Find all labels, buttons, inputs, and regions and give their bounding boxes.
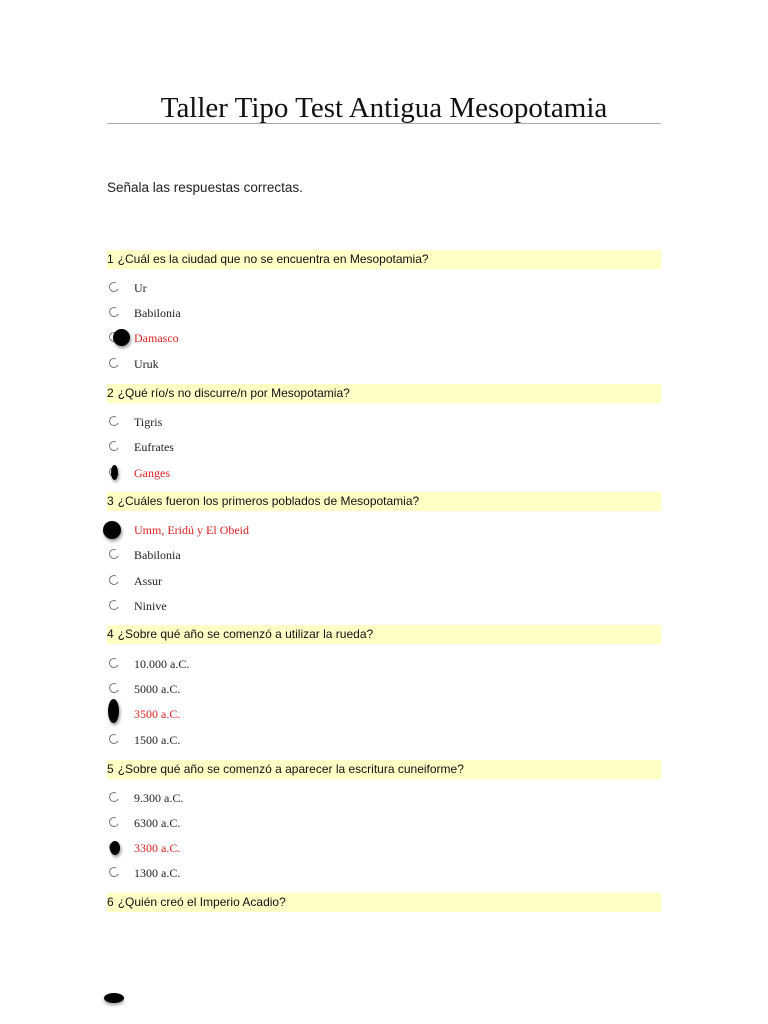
option-q1-damasco[interactable] bbox=[107, 328, 661, 348]
option-label: Tigris bbox=[134, 415, 163, 429]
question-4 bbox=[107, 625, 661, 644]
option-label: Ninive bbox=[134, 599, 167, 613]
radio-button-icon[interactable] bbox=[108, 866, 121, 879]
question-text: ¿Cuál es la ciudad que no se encuentra en Mesopotamia? bbox=[117, 252, 429, 266]
question-number: 3 bbox=[107, 494, 114, 508]
radio-button-icon[interactable] bbox=[108, 415, 121, 428]
option-label: Ur bbox=[134, 281, 147, 295]
radio-button-icon[interactable] bbox=[108, 574, 121, 587]
option-q1-ur[interactable] bbox=[107, 278, 661, 298]
question-5 bbox=[107, 760, 661, 779]
radio-button-icon[interactable] bbox=[108, 682, 121, 695]
radio-button-icon[interactable] bbox=[108, 791, 121, 804]
option-label: Babilonia bbox=[134, 306, 181, 320]
option-q4-5000[interactable] bbox=[107, 679, 661, 699]
option-label: Umm, Eridú y El Obeid bbox=[134, 523, 249, 537]
option-label: 1300 a.C. bbox=[134, 866, 181, 880]
option-label: Ganges bbox=[134, 466, 170, 480]
option-q3-umm-eridu-el-obeid[interactable] bbox=[107, 520, 661, 540]
radio-button-icon[interactable] bbox=[108, 657, 121, 670]
page-title: Taller Tipo Test Antigua Mesopotamia bbox=[160, 92, 608, 124]
radio-button-icon[interactable] bbox=[108, 357, 121, 370]
question-3 bbox=[107, 492, 661, 511]
option-q2-tigris[interactable] bbox=[107, 412, 661, 432]
option-label: Damasco bbox=[134, 331, 179, 345]
instructions-text: Señala las respuestas correctas. bbox=[107, 180, 303, 195]
option-label: Babilonia bbox=[134, 548, 181, 562]
radio-button-icon[interactable] bbox=[108, 306, 121, 319]
option-q4-1500[interactable] bbox=[107, 730, 661, 750]
question-1 bbox=[107, 250, 661, 269]
option-q2-ganges[interactable] bbox=[107, 463, 661, 483]
radio-button-icon[interactable] bbox=[108, 548, 121, 561]
option-label: Assur bbox=[134, 574, 163, 588]
radio-button-icon[interactable] bbox=[108, 599, 121, 612]
question-6 bbox=[107, 893, 661, 912]
option-label: 9.300 a.C. bbox=[134, 791, 184, 805]
filled-answer-mark-icon bbox=[113, 329, 130, 346]
title-divider bbox=[107, 123, 661, 124]
question-2 bbox=[107, 384, 661, 403]
question-number: 5 bbox=[107, 762, 114, 776]
option-label: 1500 a.C. bbox=[134, 733, 181, 747]
filled-answer-mark-icon bbox=[104, 993, 124, 1003]
option-q3-ninive[interactable] bbox=[107, 596, 661, 616]
radio-button-icon[interactable] bbox=[108, 816, 121, 829]
question-text: ¿Sobre qué año se comenzó a aparecer la escritura cuneiforme? bbox=[117, 762, 464, 776]
radio-button-icon[interactable] bbox=[108, 281, 121, 294]
question-text: ¿Quién creó el Imperio Acadio? bbox=[117, 895, 286, 909]
radio-button-icon[interactable] bbox=[108, 733, 121, 746]
question-number: 6 bbox=[107, 895, 114, 909]
option-q3-babilonia[interactable] bbox=[107, 545, 661, 565]
option-label: Eufrates bbox=[134, 440, 174, 454]
option-q5-9300[interactable] bbox=[107, 788, 661, 808]
filled-answer-mark-icon bbox=[103, 521, 121, 539]
option-q4-3500[interactable] bbox=[107, 704, 661, 724]
option-q5-6300[interactable] bbox=[107, 813, 661, 833]
option-label: 3500 a.C. bbox=[134, 707, 181, 721]
question-text: ¿Sobre qué año se comenzó a utilizar la rueda? bbox=[117, 627, 374, 641]
question-number: 2 bbox=[107, 386, 114, 400]
option-label: 10.000 a.C. bbox=[134, 657, 190, 671]
option-q4-10000[interactable] bbox=[107, 654, 661, 674]
filled-answer-mark-icon bbox=[111, 465, 118, 480]
question-text: ¿Qué río/s no discurre/n por Mesopotamia? bbox=[117, 386, 350, 400]
question-text: ¿Cuáles fueron los primeros poblados de Mesopotamia? bbox=[117, 494, 420, 508]
radio-button-icon[interactable] bbox=[108, 440, 121, 453]
option-label: 6300 a.C. bbox=[134, 816, 181, 830]
option-q2-eufrates[interactable] bbox=[107, 437, 661, 457]
option-q5-3300[interactable] bbox=[107, 838, 661, 858]
option-q3-assur[interactable] bbox=[107, 571, 661, 591]
question-number: 1 bbox=[107, 252, 114, 266]
option-q5-1300[interactable] bbox=[107, 863, 661, 883]
option-q1-uruk[interactable] bbox=[107, 354, 661, 374]
question-number: 4 bbox=[107, 627, 114, 641]
filled-answer-mark-icon bbox=[110, 841, 120, 855]
option-q1-babilonia[interactable] bbox=[107, 303, 661, 323]
option-label: Uruk bbox=[134, 357, 159, 371]
filled-answer-mark-icon bbox=[108, 699, 119, 723]
option-label: 5000 a.C. bbox=[134, 682, 181, 696]
option-label: 3300 a.C. bbox=[134, 841, 181, 855]
